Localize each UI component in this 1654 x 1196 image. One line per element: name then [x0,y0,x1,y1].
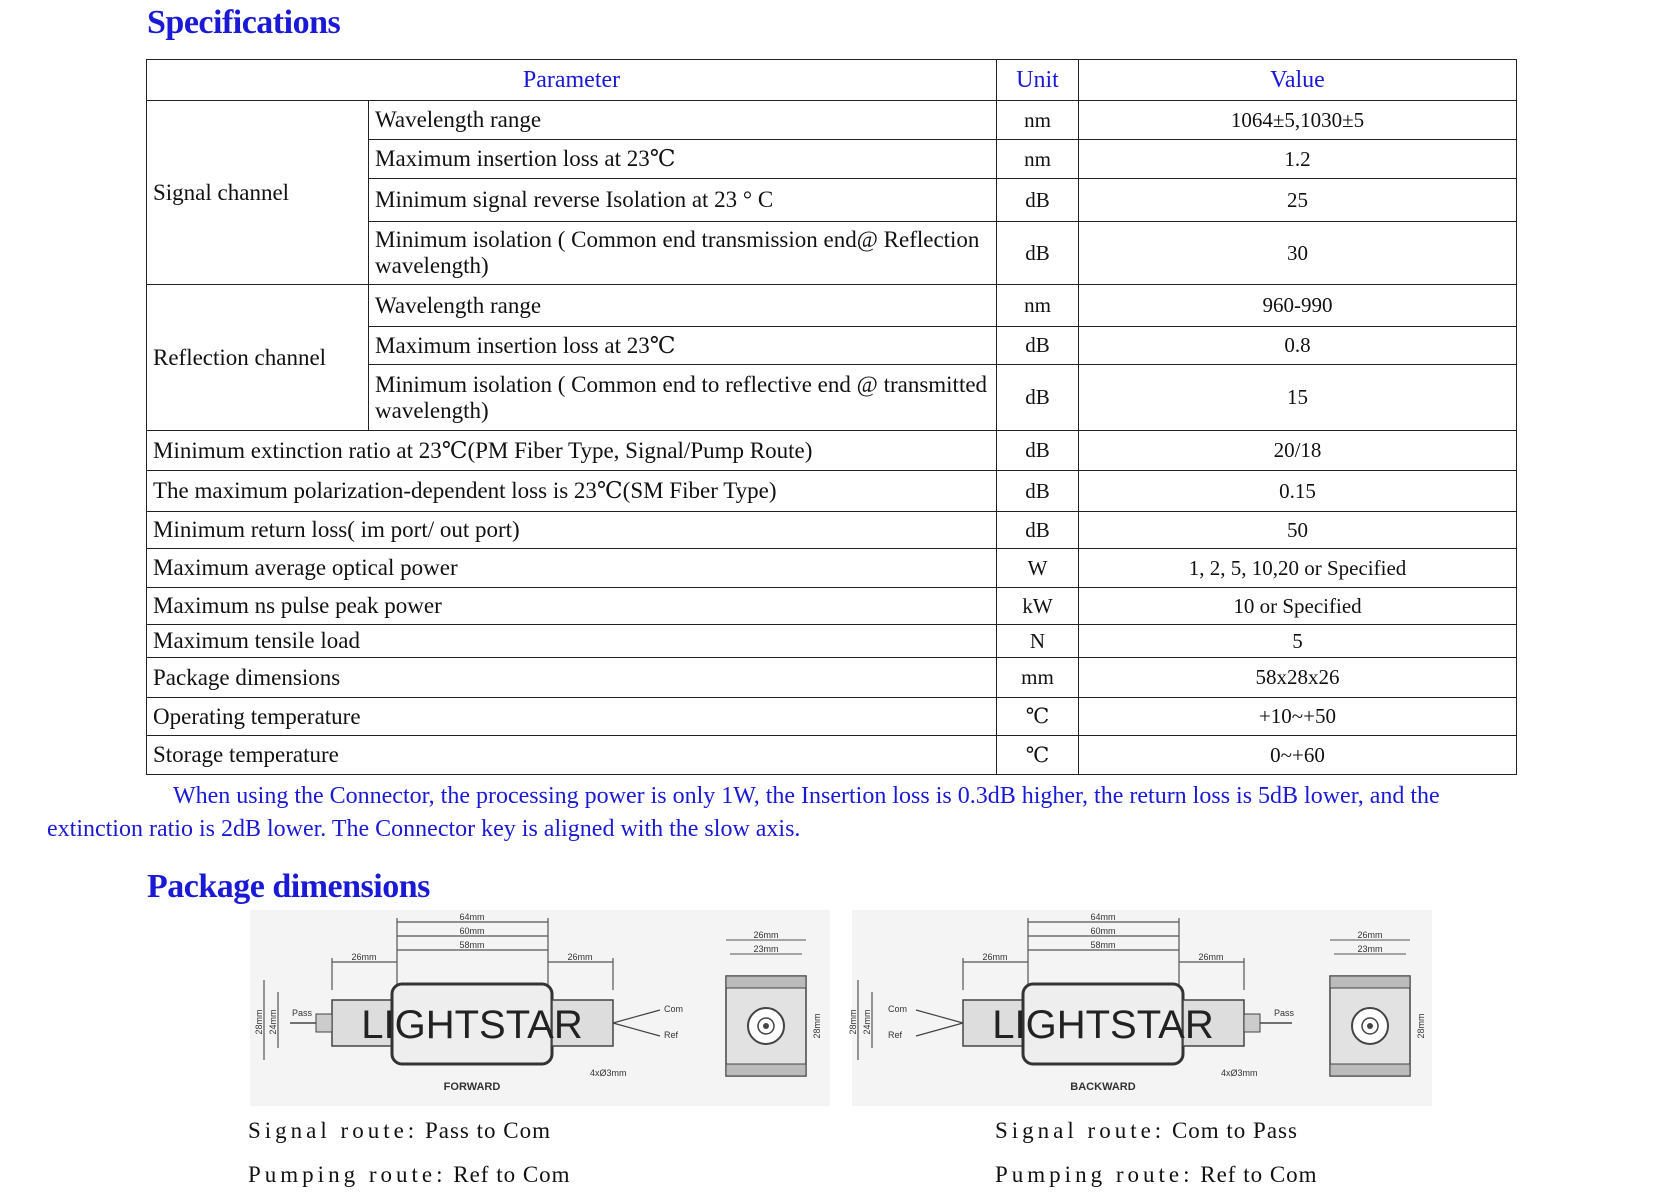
forward-brand: LIGHTSTAR [361,1003,583,1047]
dim-26mm-right: 26mm [1198,952,1224,962]
param-cell: Minimum signal reverse Isolation at 23 ° C [369,179,997,222]
end-dim-26mm: 26mm [1357,930,1383,940]
dim-64mm: 64mm [459,912,485,922]
group-reflection-channel: Reflection channel [147,285,369,431]
param-cell: Wavelength range [369,101,997,140]
specifications-heading: Specifications [147,4,341,41]
unit-cell: dB [997,471,1079,512]
left-pumping-route [248,1162,571,1188]
dim-64mm: 64mm [1090,912,1116,922]
unit-cell: dB [997,512,1079,549]
dim-24mm: 24mm [268,1009,278,1035]
unit-cell: dB [997,222,1079,285]
param-cell: Minimum return loss( im port/ out port) [147,512,997,549]
param-cell: Wavelength range [369,285,997,327]
end-dim-28mm: 28mm [812,1013,822,1039]
header-unit: Unit [997,60,1079,101]
route-key: Pumping route: [248,1162,447,1187]
end-dim-26mm: 26mm [753,930,779,940]
table-row [147,698,1517,736]
unit-cell: nm [997,101,1079,140]
param-cell: Maximum tensile load [147,625,997,658]
route-key: Signal route: [248,1118,419,1143]
unit-cell: dB [997,327,1079,365]
dim-58mm: 58mm [1090,940,1116,950]
dim-26mm-left: 26mm [982,952,1008,962]
value-cell: 0.15 [1079,471,1517,512]
unit-cell: kW [997,588,1079,625]
header-value: Value [1079,60,1517,101]
table-row [147,471,1517,512]
backward-diagram [848,910,1432,1106]
forward-label: FORWARD [443,1081,501,1093]
right-signal-route [995,1118,1298,1144]
dim-58mm: 58mm [459,940,485,950]
end-dim-28mm: 28mm [1416,1013,1426,1039]
value-cell: +10~+50 [1079,698,1517,736]
end-dim-23mm: 23mm [1357,944,1383,954]
value-cell: 0~+60 [1079,736,1517,775]
unit-cell: mm [997,658,1079,698]
dim-26mm-left: 26mm [351,952,377,962]
hole-dim: 4xØ3mm [1221,1068,1258,1078]
param-cell: Minimum extinction ratio at 23℃(PM Fiber Type, Signal/Pump Route) [147,431,997,471]
table-row [147,625,1517,658]
param-cell: Maximum insertion loss at 23℃ [369,327,997,365]
param-cell: Operating temperature [147,698,997,736]
route-value: Pass to Com [424,1118,551,1143]
unit-cell: ℃ [997,698,1079,736]
group-signal-channel: Signal channel [147,101,369,285]
route-key: Signal route: [995,1118,1166,1143]
table-row [147,736,1517,775]
unit-cell: nm [997,140,1079,179]
param-cell: The maximum polarization-dependent loss is 23℃(SM Fiber Type) [147,471,997,512]
param-cell: Maximum ns pulse peak power [147,588,997,625]
table-row [147,512,1517,549]
dim-26mm-right: 26mm [567,952,593,962]
route-value: Com to Pass [1171,1118,1298,1143]
unit-cell: dB [997,365,1079,431]
param-cell: Package dimensions [147,658,997,698]
dim-60mm: 60mm [459,926,485,936]
package-dimensions-heading: Package dimensions [147,868,430,905]
pass-port-label: Pass [1274,1008,1295,1018]
param-cell: Minimum isolation ( Common end transmission end@ Reflection wavelength) [369,222,997,285]
table-row [147,101,1517,140]
unit-cell: dB [997,431,1079,471]
param-cell: Maximum insertion loss at 23℃ [369,140,997,179]
route-value: Ref to Com [453,1162,571,1187]
unit-cell: N [997,625,1079,658]
com-port-label: Com [888,1004,908,1014]
route-value: Ref to Com [1200,1162,1318,1187]
backward-label: BACKWARD [1070,1081,1136,1093]
dim-24mm: 24mm [862,1009,872,1035]
table-row [147,285,1517,327]
unit-cell: ℃ [997,736,1079,775]
dim-28mm: 28mm [254,1009,264,1035]
left-signal-route [248,1118,551,1144]
ref-port-label: Ref [664,1030,679,1040]
value-cell: 50 [1079,512,1517,549]
header-parameter: Parameter [147,60,997,101]
dim-60mm: 60mm [1090,926,1116,936]
value-cell: 15 [1079,365,1517,431]
pass-port-label: Pass [292,1008,313,1018]
ref-port-label: Ref [888,1030,903,1040]
param-cell: Storage temperature [147,736,997,775]
value-cell: 0.8 [1079,327,1517,365]
hole-dim: 4xØ3mm [590,1068,627,1078]
value-cell: 25 [1079,179,1517,222]
value-cell: 10 or Specified [1079,588,1517,625]
specifications-table [146,59,1517,775]
backward-brand: LIGHTSTAR [992,1003,1214,1047]
value-cell: 20/18 [1079,431,1517,471]
unit-cell: dB [997,179,1079,222]
table-row [147,549,1517,588]
com-port-label: Com [664,1004,684,1014]
right-pumping-route [995,1162,1318,1188]
connector-note: When using the Connector, the processing power is only 1W, the Insertion loss is 0.3dB higher, the return loss is 5dB lower, and the extinction ratio is 2dB lower. The Connector key is aligned with the slow axis. [47,783,1440,842]
dim-28mm: 28mm [848,1009,858,1035]
value-cell: 1064±5,1030±5 [1079,101,1517,140]
value-cell: 30 [1079,222,1517,285]
end-dim-23mm: 23mm [753,944,779,954]
param-cell: Maximum average optical power [147,549,997,588]
route-key: Pumping route: [995,1162,1194,1187]
value-cell: 58x28x26 [1079,658,1517,698]
value-cell: 960-990 [1079,285,1517,327]
unit-cell: nm [997,285,1079,327]
forward-diagram [250,910,830,1106]
table-row [147,658,1517,698]
table-header-row [147,60,1517,101]
table-row [147,588,1517,625]
value-cell: 1.2 [1079,140,1517,179]
value-cell: 1, 2, 5, 10,20 or Specified [1079,549,1517,588]
table-row [147,431,1517,471]
value-cell: 5 [1079,625,1517,658]
unit-cell: W [997,549,1079,588]
param-cell: Minimum isolation ( Common end to reflective end @ transmitted wavelength) [369,365,997,431]
